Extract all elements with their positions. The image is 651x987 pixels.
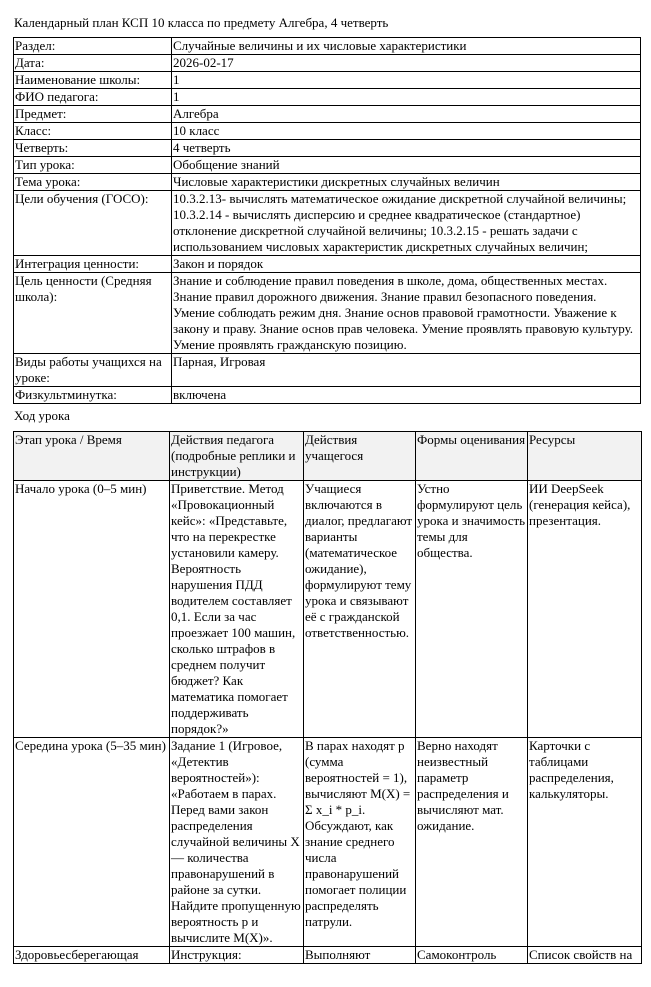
table-row [14, 947, 642, 964]
info-row [14, 140, 641, 157]
table-row [14, 738, 642, 947]
column-header: Этап урока / Время [14, 432, 170, 481]
info-label: Цель ценности (Средняя школа): [14, 273, 172, 354]
info-row [14, 55, 641, 72]
info-label: Дата: [14, 55, 172, 72]
lesson-flow-table [13, 431, 642, 964]
info-label: Тема урока: [14, 174, 172, 191]
student-actions-cell: Выполняют [304, 947, 416, 964]
teacher-actions-cell: Приветствие. Метод «Провокационный кейс»: «Представьте, что на перекрестке установили камеру. Вероятность нарушения ПДД водителем составляет 0,1. Если за час проезжает 100 машин, сколько штрафов в среднем получит бюджет? Как математика помогает поддерживать порядок?» [170, 481, 304, 738]
stage-cell: Здоровьесберегающая [14, 947, 170, 964]
stage-cell: Середина урока (5–35 мин) [14, 738, 170, 947]
teacher-actions-cell: Инструкция: [170, 947, 304, 964]
resources-cell: Карточки с таблицами распределения, калькуляторы. [528, 738, 642, 947]
resources-cell: ИИ DeepSeek (генерация кейса), презентация. [528, 481, 642, 738]
info-value: Числовые характеристики дискретных случайных величин [172, 174, 641, 191]
info-value: 10 класс [172, 123, 641, 140]
info-label: Предмет: [14, 106, 172, 123]
info-row [14, 38, 641, 55]
info-label: Тип урока: [14, 157, 172, 174]
info-label: Виды работы учащихся на уроке: [14, 354, 172, 387]
info-label: Цели обучения (ГОСО): [14, 191, 172, 256]
info-value: Обобщение знаний [172, 157, 641, 174]
info-row [14, 273, 641, 354]
info-label: Физкультминутка: [14, 387, 172, 404]
teacher-actions-cell: Задание 1 (Игровое, «Детектив вероятностей»): «Работаем в парах. Перед вами закон распределения случайной величины X — количества правонарушений в районе за сутки. Найдите пропущенную вероятность p и вычислите M(X)». [170, 738, 304, 947]
assessment-cell: Устно формулируют цель урока и значимость темы для общества. [416, 481, 528, 738]
info-value: Закон и порядок [172, 256, 641, 273]
student-actions-cell: В парах находят p (сумма вероятностей = 1), вычисляют M(X) = Σ x_i * p_i. Обсуждают, как знание среднего числа правонарушений помогает полиции распределять патрули. [304, 738, 416, 947]
info-label: ФИО педагога: [14, 89, 172, 106]
info-value: 1 [172, 89, 641, 106]
lesson-flow-header-row [14, 432, 642, 481]
document-title: Календарный план КСП 10 класса по предмету Алгебра, 4 четверть [14, 15, 389, 30]
info-value: Случайные величины и их числовые характеристики [172, 38, 641, 55]
info-row [14, 191, 641, 256]
info-value: 1 [172, 72, 641, 89]
info-label: Раздел: [14, 38, 172, 55]
info-label: Четверть: [14, 140, 172, 157]
info-value: 10.3.2.13- вычислять математическое ожидание дискретной случайной величины; 10.3.2.14 - вычислять дисперсию и среднее квадратическое (стандартное) отклонение дискретной случайной величины; 10.3.2.15 - решать задачи с использованием числовых характеристик дискретных случайных величин; [172, 191, 641, 256]
info-row [14, 256, 641, 273]
assessment-cell: Верно находят неизвестный параметр распределения и вычисляют мат. ожидание. [416, 738, 528, 947]
column-header: Ресурсы [528, 432, 642, 481]
assessment-cell: Самоконтроль [416, 947, 528, 964]
info-row [14, 106, 641, 123]
info-row [14, 157, 641, 174]
info-value: Знание и соблюдение правил поведения в школе, дома, общественных местах. Знание правил дорожного движения. Знание правил безопасного поведения. Умение соблюдать режим дня. Знание основ правовой грамотности. Уважение к закону и праву. Знание основ прав человека. Умение проявлять правовую культуру. Умение проявлять гражданскую позицию. [172, 273, 641, 354]
column-header: Действия педагога (подробные реплики и инструкции) [170, 432, 304, 481]
column-header: Действия учащегося [304, 432, 416, 481]
info-label: Класс: [14, 123, 172, 140]
info-row [14, 123, 641, 140]
info-row [14, 89, 641, 106]
info-row [14, 354, 641, 387]
column-header: Формы оценивания [416, 432, 528, 481]
info-value: 4 четверть [172, 140, 641, 157]
info-value: Парная, Игровая [172, 354, 641, 387]
info-row [14, 72, 641, 89]
info-label: Наименование школы: [14, 72, 172, 89]
lesson-info-table [13, 37, 641, 404]
info-value: 2026-02-17 [172, 55, 641, 72]
info-value: Алгебра [172, 106, 641, 123]
info-label: Интеграция ценности: [14, 256, 172, 273]
lesson-flow-heading: Ход урока [14, 408, 70, 423]
info-row [14, 174, 641, 191]
info-row [14, 387, 641, 404]
stage-cell: Начало урока (0–5 мин) [14, 481, 170, 738]
table-row [14, 481, 642, 738]
student-actions-cell: Учащиеся включаются в диалог, предлагают варианты (математическое ожидание), формулируют тему урока и связывают её с гражданской ответственностью. [304, 481, 416, 738]
resources-cell: Список свойств на [528, 947, 642, 964]
info-value: включена [172, 387, 641, 404]
